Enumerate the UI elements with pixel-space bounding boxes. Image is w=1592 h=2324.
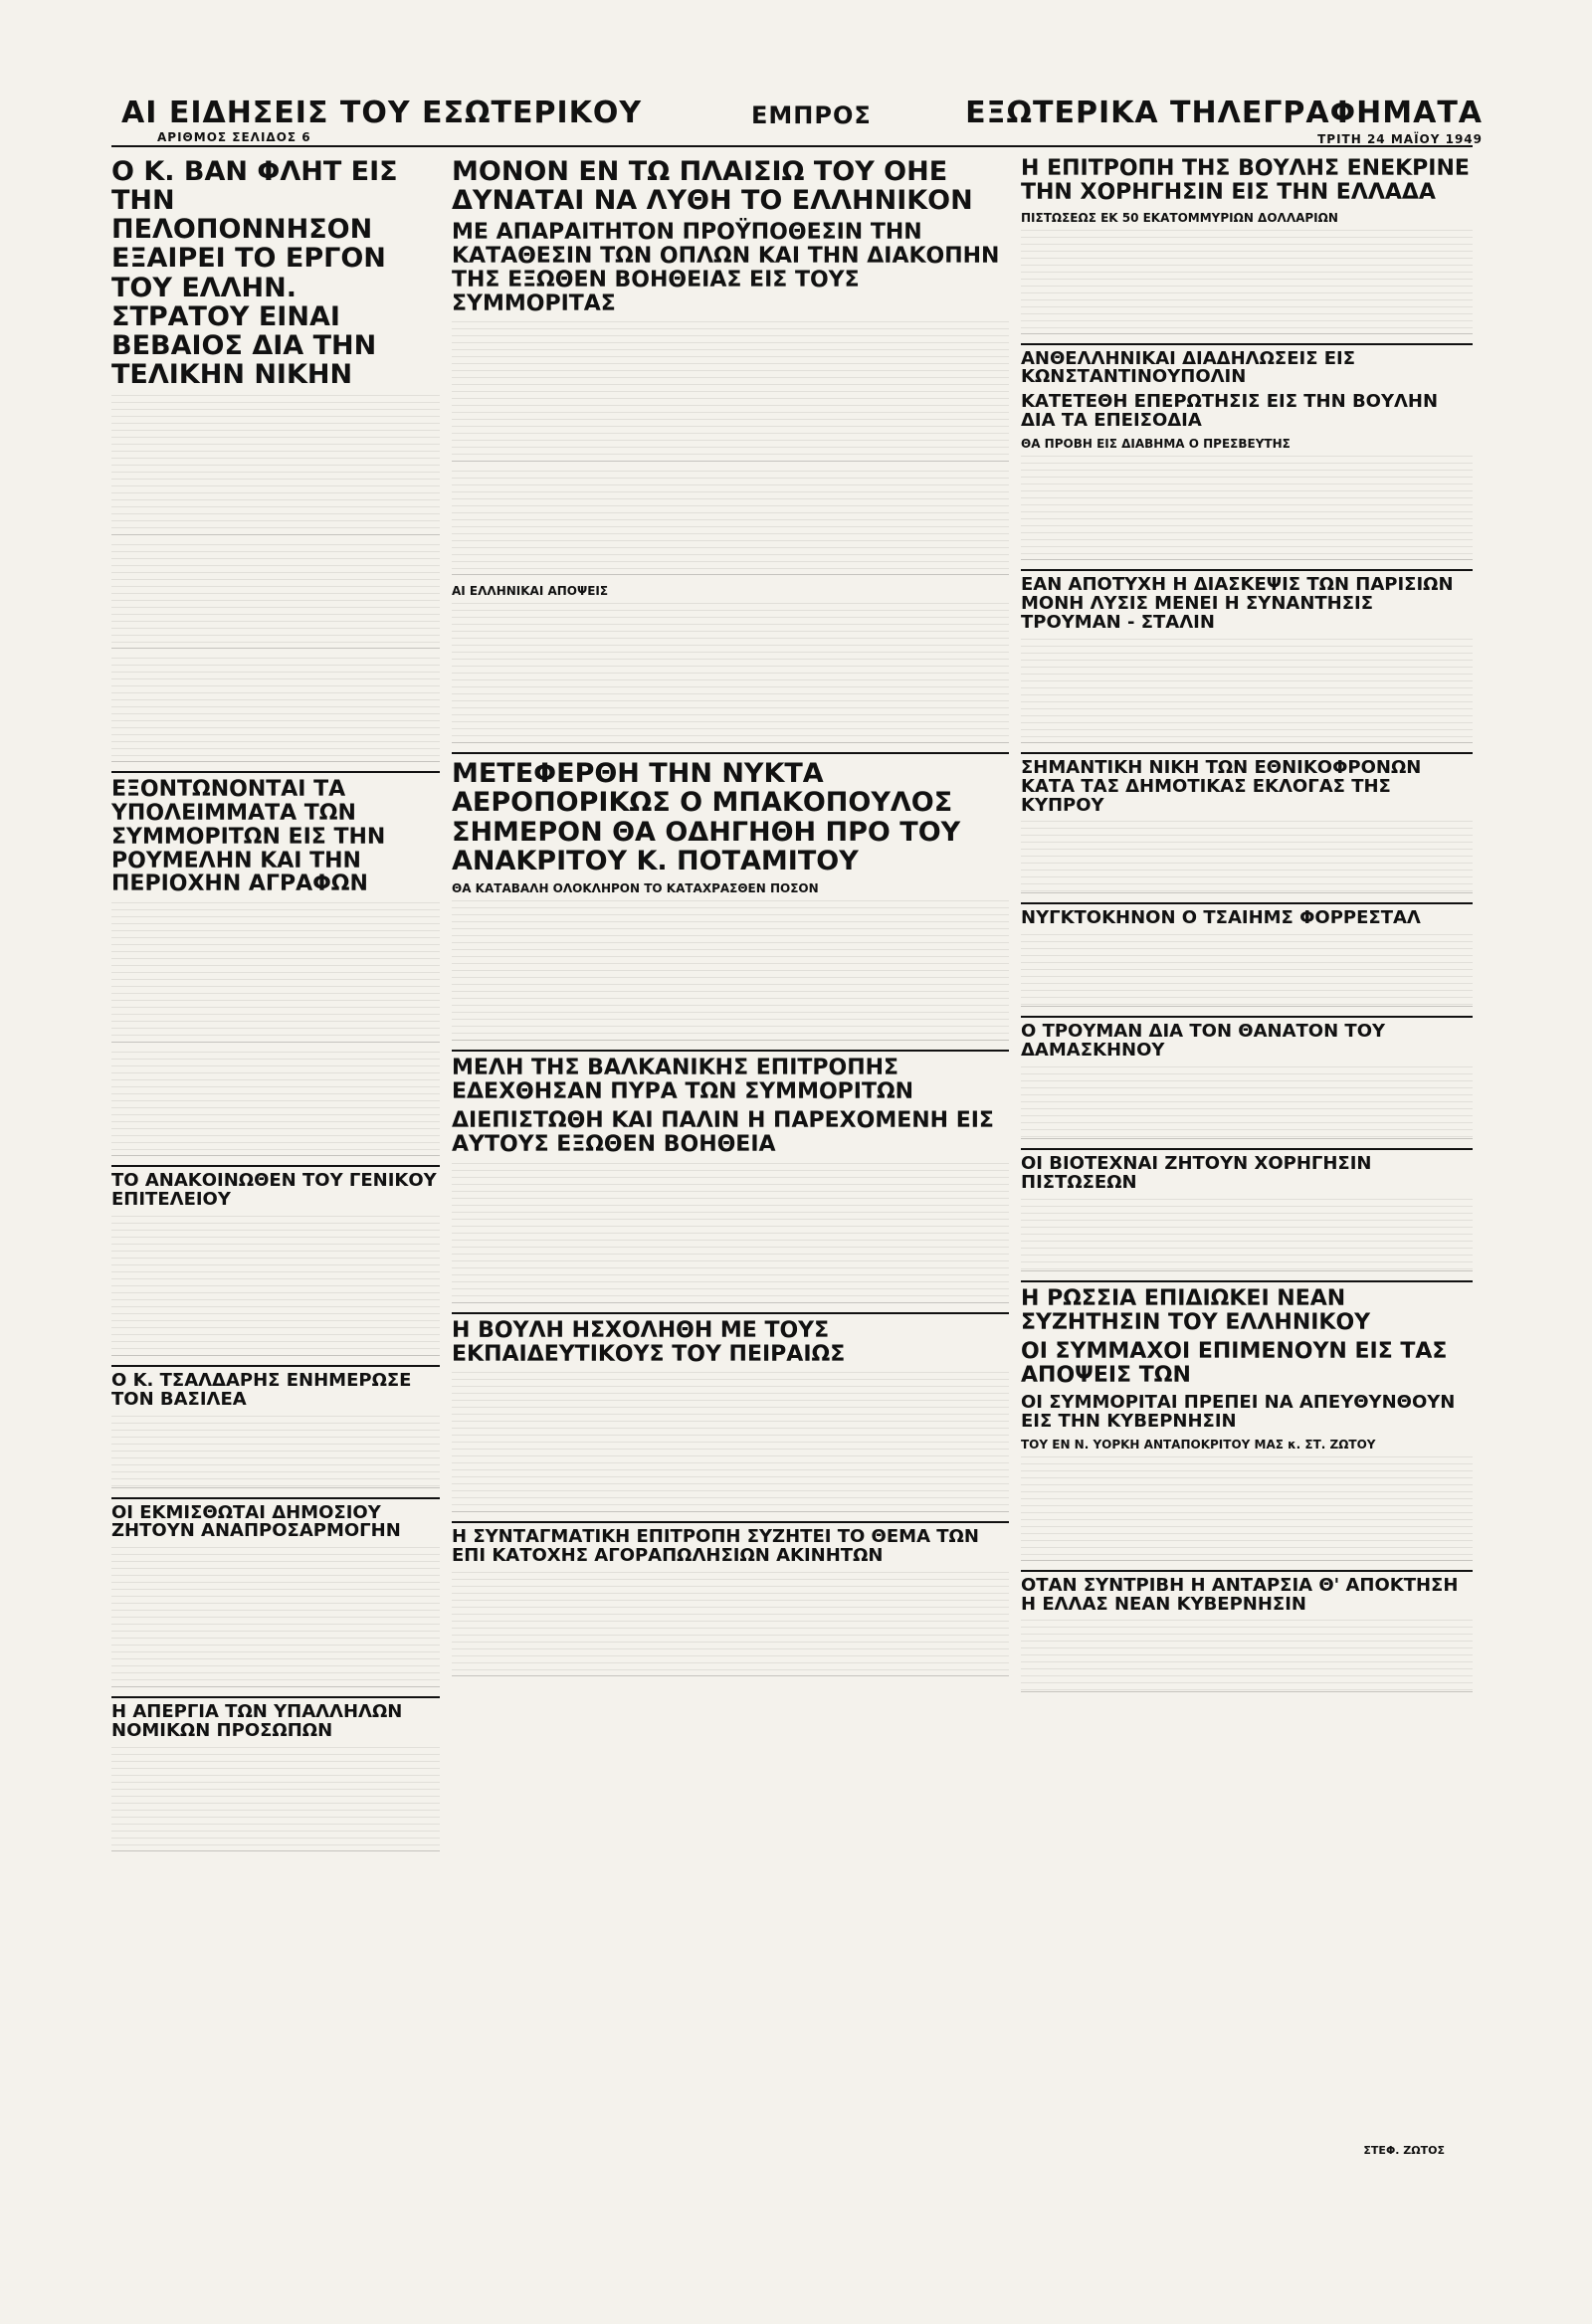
headline: Η ΒΟΥΛΗ ΗΣΧΟΛΗΘΗ ΜΕ ΤΟΥΣ ΕΚΠΑΙΔΕΥΤΙΚΟΥΣ ΤΟΥ ΠΕΙΡΑΙΩΣ — [452, 1317, 846, 1367]
left-lead-headline: Ο Κ. ΒΑΝ ΦΛΗΤ ΕΙΣ ΤΗΝ ΠΕΛΟΠΟΝΝΗΣΟΝ ΕΞΑΙΡΕΙ ΤΟ ΕΡΓΟΝ ΤΟΥ ΕΛΛΗΝ. ΣΤΡΑΤΟΥ ΕΙΝΑΙ ΒΕΒΑΙΟΣ ΔΙΑ ΤΗΝ ΤΕΛΙΚΗΝ ΝΙΚΗΝ — [111, 156, 398, 391]
headline: ΚΑΤΕΤΕΘΗ ΕΠΕΡΩΤΗΣΙΣ ΕΙΣ ΤΗΝ ΒΟΥΛΗΝ ΔΙΑ ΤΑ ΕΠΕΙΣΟΔΙΑ — [1021, 391, 1439, 432]
headline: Ο Κ. ΤΣΑΛΔΑΡΗΣ ΕΝΗΜΕΡΩΣΕ ΤΟΝ ΒΑΣΙΛΕΑ — [111, 1369, 412, 1410]
headline: Η ΣΥΝΤΑΓΜΑΤΙΚΗ ΕΠΙΤΡΟΠΗ ΣΥΖΗΤΕΙ ΤΟ ΘΕΜΑ ΤΩΝ ΕΠΙ ΚΑΤΟΧΗΣ ΑΓΟΡΑΠΩΛΗΣΙΩΝ ΑΚΙΝΗΤΩΝ — [452, 1526, 979, 1567]
right-lead-headline: Η ΕΠΙΤΡΟΠΗ ΤΗΣ ΒΟΥΛΗΣ ΕΝΕΚΡΙΝΕ ΤΗΝ ΧΟΡΗΓΗΣΙΝ ΕΙΣ ΤΗΝ ΕΛΛΑΔΑ — [1021, 156, 1470, 205]
headline: ΟΙ ΒΙΟΤΕΧΝΑΙ ΖΗΤΟΥΝ ΧΟΡΗΓΗΣΙΝ ΠΙΣΤΩΣΕΩΝ — [1021, 1153, 1372, 1193]
headline: ΤΟ ΑΝΑΚΟΙΝΩΘΕΝ ΤΟΥ ΓΕΝΙΚΟΥ ΕΠΙΤΕΛΕΙΟΥ — [111, 1170, 437, 1210]
newspaper-title: ΕΜΠΡΟΣ — [751, 101, 872, 129]
article-text — [1021, 1066, 1473, 1139]
right-section-title: ΕΞΩΤΕΡΙΚΑ ΤΗΛΕΓΡΑΦΗΜΑΤΑ — [965, 96, 1483, 130]
headline: ΜΕΤΕΦΕΡΘΗ ΤΗΝ ΝΥΚΤΑ ΑΕΡΟΠΟΡΙΚΩΣ Ο ΜΠΑΚΟΠΟΥΛΟΣ ΣΗΜΕΡΟΝ ΘΑ ΟΔΗΓΗΘΗ ΠΡΟ ΤΟΥ ΑΝΑΚΡΙΤΟΥ Κ. ΠΟΤΑΜΙΤΟΥ — [452, 758, 961, 876]
article-text — [452, 321, 1009, 462]
middle-lead-headline: ΜΟΝΟΝ ΕΝ ΤΩ ΠΛΑΙΣΙΩ ΤΟΥ ΟΗΕ ΔΥΝΑΤΑΙ ΝΑ ΛΥΘΗ ΤΟ ΕΛΛΗΝΙΚΟΝ — [452, 156, 973, 217]
headline: ΟΙ ΣΥΜΜΟΡΙΤΑΙ ΠΡΕΠΕΙ ΝΑ ΑΠΕΥΘΥΝΘΟΥΝ ΕΙΣ ΤΗΝ ΚΥΒΕΡΝΗΣΙΝ — [1021, 1391, 1456, 1432]
article-text — [452, 603, 1009, 743]
article-text — [111, 395, 440, 535]
left-masthead — [121, 96, 642, 144]
headline: ΕΞΟΝΤΩΝΟΝΤΑΙ ΤΑ ΥΠΟΛΕΙΜΜΑΤΑ ΤΩΝ ΣΥΜΜΟΡΙΤΩΝ ΕΙΣ ΤΗΝ ΡΟΥΜΕΛΗΝ ΚΑΙ ΤΗΝ ΠΕΡΙΟΧΗΝ ΑΓΡΑΦΩΝ — [111, 777, 386, 897]
headline: ΜΕΛΗ ΤΗΣ ΒΑΛΚΑΝΙΚΗΣ ΕΠΙΤΡΟΠΗΣ ΕΔΕΧΘΗΣΑΝ ΠΥΡΑ ΤΩΝ ΣΥΜΜΟΡΙΤΩΝ — [452, 1055, 914, 1104]
headline: Ο ΤΡΟΥΜΑΝ ΔΙΑ ΤΟΝ ΘΑΝΑΤΟΝ ΤΟΥ ΔΑΜΑΣΚΗΝΟΥ — [1021, 1021, 1386, 1062]
subheadline: ΘΑ ΚΑΤΑΒΑΛΗ ΟΛΟΚΛΗΡΟΝ ΤΟ ΚΑΤΑΧΡΑΣΘΕΝ ΠΟΣΟΝ — [452, 880, 819, 895]
middle-column — [452, 157, 1009, 1685]
headline: Η ΑΠΕΡΓΙΑ ΤΩΝ ΥΠΑΛΛΗΛΩΝ ΝΟΜΙΚΩΝ ΠΡΟΣΩΠΩΝ — [111, 1701, 403, 1742]
article-text — [111, 658, 440, 762]
masthead-rule — [111, 145, 1473, 147]
page-number: ΑΡΙΘΜΟΣ ΣΕΛΙΔΟΣ 6 — [157, 130, 311, 144]
subheadline: ΔΙΕΠΙΣΤΩΘΗ ΚΑΙ ΠΑΛΙΝ Η ΠΑΡΕΧΟΜΕΝΗ ΕΙΣ ΑΥΤΟΥΣ ΕΞΩΘΕΝ ΒΟΗΘΕΙΑ — [452, 1108, 994, 1158]
article-text — [1021, 1456, 1473, 1561]
article-text — [111, 1052, 440, 1156]
headline: Η ΡΩΣΣΙΑ ΕΠΙΔΙΩΚΕΙ ΝΕΑΝ ΣΥΖΗΤΗΣΙΝ ΤΟΥ ΕΛΛΗΝΙΚΟΥ — [1021, 1285, 1371, 1335]
subheadline: ΘΑ ΠΡΟΒΗ ΕΙΣ ΔΙΑΒΗΜΑ Ο ΠΡΕΣΒΕΥΤΗΣ — [1021, 437, 1291, 452]
article-text — [1021, 934, 1473, 1007]
article-text — [452, 1572, 1009, 1676]
article-text — [111, 1216, 440, 1356]
article-text — [452, 1163, 1009, 1303]
article-text — [111, 544, 440, 649]
article-text — [1021, 639, 1473, 743]
article-text — [111, 902, 440, 1043]
article-text — [1021, 821, 1473, 893]
article-text — [111, 1747, 440, 1851]
middle-lead-subheadline: ΜΕ ΑΠΑΡΑΙΤΗΤΟΝ ΠΡΟΫΠΟΘΕΣΙΝ ΤΗΝ ΚΑΤΑΘΕΣΙΝ ΤΩΝ ΟΠΛΩΝ ΚΑΙ ΤΗΝ ΔΙΑΚΟΠΗΝ ΤΗΣ ΕΞΩΘΕΝ ΒΟΗΘΕΙΑΣ ΕΙΣ ΤΟΥΣ ΣΥΜΜΟΡΙΤΑΣ — [452, 220, 1000, 316]
headline: ΟΤΑΝ ΣΥΝΤΡΙΒΗ Η ΑΝΤΑΡΣΙΑ Θ' ΑΠΟΚΤΗΣΗ Η ΕΛΛΑΣ ΝΕΑΝ ΚΥΒΕΡΝΗΣΙΝ — [1021, 1574, 1459, 1615]
article-text — [1021, 1620, 1473, 1692]
issue-date: ΤΡΙΤΗ 24 ΜΑΪΟΥ 1949 — [1317, 132, 1483, 146]
subheadline: ΤΟΥ ΕΝ Ν. ΥΟΡΚΗ ΑΝΤΑΠΟΚΡΙΤΟΥ ΜΑΣ κ. ΣΤ. ΖΩΤΟΥ — [1021, 1437, 1376, 1452]
article-text — [452, 1372, 1009, 1512]
masthead — [0, 0, 1592, 149]
headline: ΑΝΘΕΛΛΗΝΙΚΑΙ ΔΙΑΔΗΛΩΣΕΙΣ ΕΙΣ ΚΩΝΣΤΑΝΤΙΝΟΥΠΟΛΙΝ — [1021, 347, 1356, 388]
article-text — [1021, 1199, 1473, 1271]
section-heading: ΑΙ ΕΛΛΗΝΙΚΑΙ ΑΠΟΨΕΙΣ — [452, 584, 609, 599]
left-column — [111, 157, 440, 1860]
article-text — [111, 1547, 440, 1687]
headline: ΝΥΓΚΤΟΚΗΝΟΝ Ο ΤΣΑΙΗΜΣ ΦΟΡΡΕΣΤΑΛ — [1021, 907, 1421, 929]
article-text — [452, 900, 1009, 1041]
signature: ΣΤΕΦ. ΖΩΤΟΣ — [1363, 2144, 1445, 2157]
article-text — [1021, 456, 1473, 560]
headline: ΣΗΜΑΝΤΙΚΗ ΝΙΚΗ ΤΩΝ ΕΘΝΙΚΟΦΡΟΝΩΝ ΚΑΤΑ ΤΑΣ ΔΗΜΟΤΙΚΑΣ ΕΚΛΟΓΑΣ ΤΗΣ ΚΥΠΡΟΥ — [1021, 756, 1422, 816]
headline: ΟΙ ΕΚΜΙΣΘΩΤΑΙ ΔΗΜΟΣΙΟΥ ΖΗΤΟΥΝ ΑΝΑΠΡΟΣΑΡΜΟΓΗΝ — [111, 1501, 401, 1542]
headline: ΕΑΝ ΑΠΟΤΥΧΗ Η ΔΙΑΣΚΕΨΙΣ ΤΩΝ ΠΑΡΙΣΙΩΝ ΜΟΝΗ ΛΥΣΙΣ ΜΕΝΕΙ Η ΣΥΝΑΝΤΗΣΙΣ ΤΡΟΥΜΑΝ - ΣΤΑΛΙΝ — [1021, 574, 1454, 633]
article-text — [1021, 230, 1473, 334]
headline: ΟΙ ΣΥΜΜΑΧΟΙ ΕΠΙΜΕΝΟΥΝ ΕΙΣ ΤΑΣ ΑΠΟΨΕΙΣ ΤΩΝ — [1021, 1339, 1448, 1389]
subheadline: ΠΙΣΤΩΣΕΩΣ ΕΚ 50 ΕΚΑΤΟΜΜΥΡΙΩΝ ΔΟΛΛΑΡΙΩΝ — [1021, 210, 1338, 225]
right-column — [1021, 157, 1473, 1701]
right-masthead — [965, 96, 1483, 146]
left-section-title: ΑΙ ΕΙΔΗΣΕΙΣ ΤΟΥ ΕΣΩΤΕΡΙΚΟΥ — [121, 96, 643, 130]
article-text — [452, 471, 1009, 575]
article-text — [111, 1416, 440, 1488]
